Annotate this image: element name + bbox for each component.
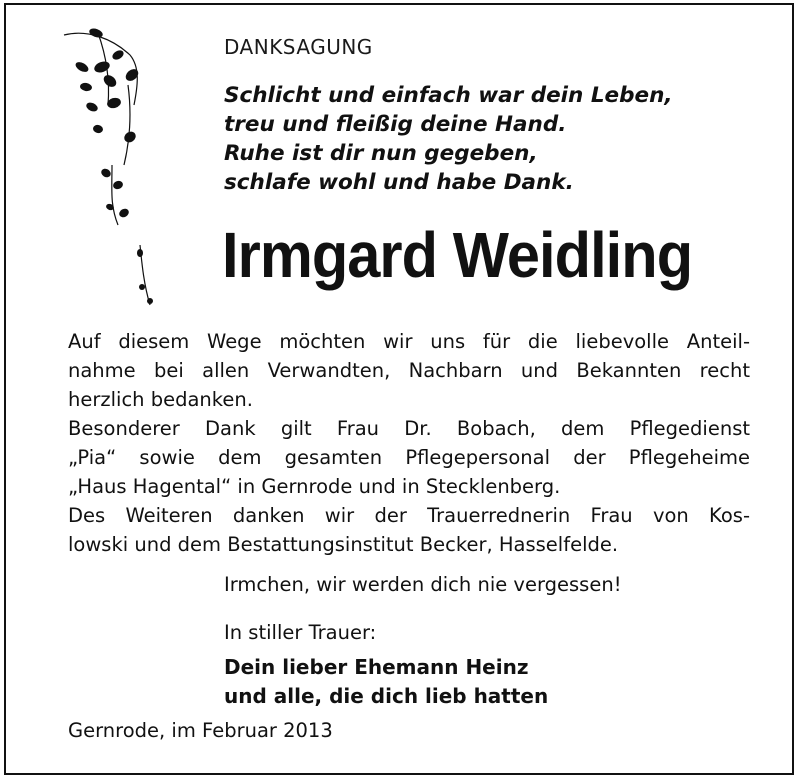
body-line: nahme bei allen Verwandten, Nachbarn und Bekannten recht	[68, 359, 750, 382]
body-line: lowski und dem Bestattungsinstitut Becker, Hasselfelde.	[68, 533, 619, 556]
thanks-paragraph	[68, 327, 750, 559]
body-line: Besonderer Dank gilt Frau Dr. Bobach, dem Pflegedienst	[68, 417, 750, 440]
body-line: herzlich bedanken.	[68, 388, 253, 411]
poem-line: Schlicht und einfach war dein Leben,	[224, 83, 673, 108]
body-line: „Haus Hagental“ in Gernrode und in Stecklenberg.	[68, 475, 561, 498]
place-date: Gernrode, im Februar 2013	[68, 719, 333, 742]
signatory-line: Dein lieber Ehemann Heinz	[224, 655, 529, 679]
poem-line: Ruhe ist dir nun gegeben,	[224, 141, 538, 166]
poem-line: schlafe wohl und habe Dank.	[224, 170, 574, 195]
notice-heading: DANKSAGUNG	[224, 35, 373, 59]
deceased-name: Irmgard Weidling	[222, 219, 693, 291]
body-line: Des Weiteren danken wir der Trauerrednerin Frau von Kos-	[68, 504, 750, 527]
poem-line: treu und fleißig deine Hand.	[224, 112, 567, 137]
mourning-intro: In stiller Trauer:	[224, 621, 377, 644]
birch-leaves-icon	[58, 25, 178, 315]
obituary-notice	[4, 3, 794, 775]
poem	[224, 81, 673, 197]
signatory-line: und alle, die dich lieb hatten	[224, 684, 549, 708]
body-line: Auf diesem Wege möchten wir uns für die liebevolle Anteil-	[68, 330, 750, 353]
farewell-line: Irmchen, wir werden dich nie vergessen!	[224, 573, 622, 596]
signatories	[224, 653, 548, 711]
body-line: „Pia“ sowie dem gesamten Pflegepersonal der Pflegeheime	[68, 446, 750, 469]
